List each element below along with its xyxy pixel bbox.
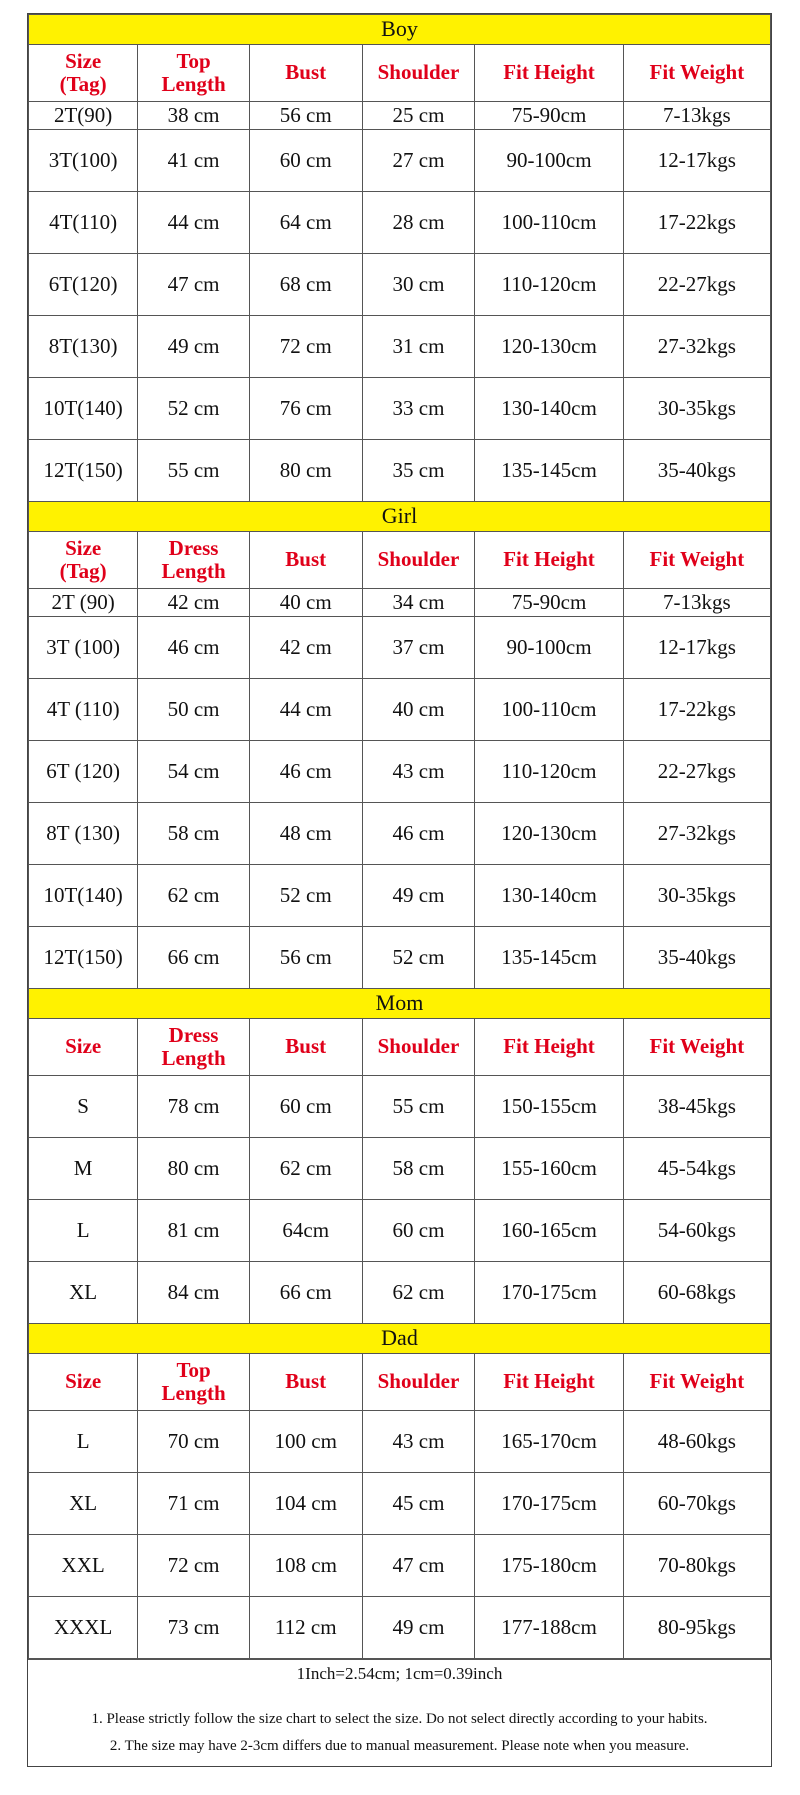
table-cell: XXXL xyxy=(29,1597,138,1659)
column-header: Bust xyxy=(249,532,362,589)
column-header: Fit Weight xyxy=(623,1354,770,1411)
table-cell: 17-22kgs xyxy=(623,679,770,741)
table-cell: 112 cm xyxy=(249,1597,362,1659)
table-cell: 100-110cm xyxy=(475,192,623,254)
table-cell: 34 cm xyxy=(362,589,475,617)
table-cell: 33 cm xyxy=(362,378,475,440)
table-cell: 81 cm xyxy=(138,1200,250,1262)
table-cell: 47 cm xyxy=(362,1535,475,1597)
table-row xyxy=(29,102,771,130)
table-cell: 31 cm xyxy=(362,316,475,378)
table-cell: 75-90cm xyxy=(475,589,623,617)
table-cell: M xyxy=(29,1138,138,1200)
table-row xyxy=(29,589,771,617)
table-cell: 2T (90) xyxy=(29,589,138,617)
column-header: Bust xyxy=(249,1019,362,1076)
table-cell: 6T(120) xyxy=(29,254,138,316)
section-header-dad xyxy=(29,1324,771,1354)
column-header: Fit Height xyxy=(475,45,623,102)
table-cell: 120-130cm xyxy=(475,803,623,865)
table-cell: 38 cm xyxy=(138,102,250,130)
table-cell: 75-90cm xyxy=(475,102,623,130)
table-row xyxy=(29,316,771,378)
table-cell: 100 cm xyxy=(249,1411,362,1473)
note-1: 1. Please strictly follow the size chart to select the size. Do not select directly according to your habits. xyxy=(91,1711,708,1727)
table-cell: 80 cm xyxy=(249,440,362,502)
section-header-girl xyxy=(29,502,771,532)
table-cell: 108 cm xyxy=(249,1535,362,1597)
table-cell: 45 cm xyxy=(362,1473,475,1535)
table-cell: 110-120cm xyxy=(475,741,623,803)
table-cell: S xyxy=(29,1076,138,1138)
table-cell: 62 cm xyxy=(362,1262,475,1324)
table-cell: 8T (130) xyxy=(29,803,138,865)
table-row xyxy=(29,130,771,192)
table-cell: 7-13kgs xyxy=(623,102,770,130)
table-cell: 22-27kgs xyxy=(623,741,770,803)
chart-footer xyxy=(28,1659,771,1766)
table-cell: 160-165cm xyxy=(475,1200,623,1262)
table-cell: XXL xyxy=(29,1535,138,1597)
section-title: Dad xyxy=(29,1324,771,1354)
table-cell: 48 cm xyxy=(249,803,362,865)
table-row xyxy=(29,1138,771,1200)
table-cell: 44 cm xyxy=(138,192,250,254)
table-cell: 62 cm xyxy=(249,1138,362,1200)
table-cell: 49 cm xyxy=(362,1597,475,1659)
table-cell: 104 cm xyxy=(249,1473,362,1535)
table-cell: 12T(150) xyxy=(29,440,138,502)
table-cell: 47 cm xyxy=(138,254,250,316)
column-header: Fit Height xyxy=(475,1354,623,1411)
column-header: Top Length xyxy=(138,1354,250,1411)
column-header: Top Length xyxy=(138,45,250,102)
table-cell: 72 cm xyxy=(138,1535,250,1597)
table-row xyxy=(29,254,771,316)
table-cell: 43 cm xyxy=(362,741,475,803)
table-cell: 48-60kgs xyxy=(623,1411,770,1473)
table-cell: 12-17kgs xyxy=(623,617,770,679)
table-cell: 155-160cm xyxy=(475,1138,623,1200)
section-title: Mom xyxy=(29,989,771,1019)
column-header: Shoulder xyxy=(362,1354,475,1411)
table-cell: 30-35kgs xyxy=(623,378,770,440)
table-cell: 46 cm xyxy=(138,617,250,679)
table-cell: 12T(150) xyxy=(29,927,138,989)
table-row xyxy=(29,1411,771,1473)
table-cell: L xyxy=(29,1200,138,1262)
column-header: Fit Weight xyxy=(623,45,770,102)
table-row xyxy=(29,440,771,502)
table-cell: 3T (100) xyxy=(29,617,138,679)
table-cell: 50 cm xyxy=(138,679,250,741)
column-header: Bust xyxy=(249,45,362,102)
table-row xyxy=(29,1473,771,1535)
table-cell: 55 cm xyxy=(138,440,250,502)
table-cell: 58 cm xyxy=(138,803,250,865)
table-row xyxy=(29,927,771,989)
section-title: Boy xyxy=(29,15,771,45)
table-cell: 6T (120) xyxy=(29,741,138,803)
table-cell: 10T(140) xyxy=(29,378,138,440)
table-cell: 58 cm xyxy=(362,1138,475,1200)
table-cell: 70-80kgs xyxy=(623,1535,770,1597)
table-cell: 64 cm xyxy=(249,192,362,254)
table-cell: 100-110cm xyxy=(475,679,623,741)
column-header: Shoulder xyxy=(362,1019,475,1076)
table-cell: 60 cm xyxy=(249,1076,362,1138)
table-cell: 35-40kgs xyxy=(623,440,770,502)
table-cell: 44 cm xyxy=(249,679,362,741)
table-cell: 28 cm xyxy=(362,192,475,254)
table-cell: 66 cm xyxy=(138,927,250,989)
table-cell: 52 cm xyxy=(362,927,475,989)
table-cell: 41 cm xyxy=(138,130,250,192)
table-row xyxy=(29,1597,771,1659)
table-cell: 17-22kgs xyxy=(623,192,770,254)
table-cell: 165-170cm xyxy=(475,1411,623,1473)
table-row xyxy=(29,378,771,440)
table-cell: 90-100cm xyxy=(475,130,623,192)
table-cell: 52 cm xyxy=(249,865,362,927)
table-cell: 70 cm xyxy=(138,1411,250,1473)
table-cell: 90-100cm xyxy=(475,617,623,679)
table-cell: 12-17kgs xyxy=(623,130,770,192)
table-cell: 175-180cm xyxy=(475,1535,623,1597)
table-cell: 135-145cm xyxy=(475,927,623,989)
section-title: Girl xyxy=(29,502,771,532)
table-cell: 170-175cm xyxy=(475,1473,623,1535)
table-row xyxy=(29,1200,771,1262)
table-cell: 35 cm xyxy=(362,440,475,502)
column-header: Size (Tag) xyxy=(29,532,138,589)
table-cell: 150-155cm xyxy=(475,1076,623,1138)
table-cell: 46 cm xyxy=(249,741,362,803)
table-row xyxy=(29,1262,771,1324)
column-header: Fit Weight xyxy=(623,1019,770,1076)
table-row xyxy=(29,192,771,254)
size-table xyxy=(28,14,771,1659)
table-cell: 7-13kgs xyxy=(623,589,770,617)
table-cell: 42 cm xyxy=(138,589,250,617)
table-cell: 38-45kgs xyxy=(623,1076,770,1138)
table-cell: XL xyxy=(29,1262,138,1324)
table-cell: 56 cm xyxy=(249,102,362,130)
table-cell: 3T(100) xyxy=(29,130,138,192)
table-cell: L xyxy=(29,1411,138,1473)
table-cell: 37 cm xyxy=(362,617,475,679)
column-header: Size xyxy=(29,1354,138,1411)
table-cell: 10T(140) xyxy=(29,865,138,927)
table-row xyxy=(29,865,771,927)
table-cell: 30 cm xyxy=(362,254,475,316)
table-row xyxy=(29,1535,771,1597)
table-cell: 177-188cm xyxy=(475,1597,623,1659)
table-cell: 60 cm xyxy=(249,130,362,192)
section-header-boy xyxy=(29,15,771,45)
section-header-mom xyxy=(29,989,771,1019)
table-cell: 73 cm xyxy=(138,1597,250,1659)
table-cell: 43 cm xyxy=(362,1411,475,1473)
column-header: Shoulder xyxy=(362,532,475,589)
column-header: Fit Height xyxy=(475,1019,623,1076)
unit-conversion: 1Inch=2.54cm; 1cm=0.39inch xyxy=(296,1664,503,1683)
table-cell: 66 cm xyxy=(249,1262,362,1324)
table-cell: XL xyxy=(29,1473,138,1535)
table-cell: 170-175cm xyxy=(475,1262,623,1324)
column-header-row xyxy=(29,1019,771,1076)
table-cell: 78 cm xyxy=(138,1076,250,1138)
table-row xyxy=(29,803,771,865)
note-2: 2. The size may have 2-3cm differs due to manual measurement. Please note when you measure. xyxy=(109,1738,690,1754)
table-cell: 80 cm xyxy=(138,1138,250,1200)
table-row xyxy=(29,617,771,679)
table-cell: 4T (110) xyxy=(29,679,138,741)
table-cell: 54-60kgs xyxy=(623,1200,770,1262)
column-header: Dress Length xyxy=(138,532,250,589)
table-cell: 27 cm xyxy=(362,130,475,192)
table-cell: 64cm xyxy=(249,1200,362,1262)
column-header: Shoulder xyxy=(362,45,475,102)
table-cell: 60-70kgs xyxy=(623,1473,770,1535)
table-cell: 35-40kgs xyxy=(623,927,770,989)
size-chart xyxy=(27,13,772,1767)
table-cell: 40 cm xyxy=(362,679,475,741)
table-cell: 52 cm xyxy=(138,378,250,440)
notes xyxy=(28,1698,771,1766)
table-cell: 2T(90) xyxy=(29,102,138,130)
table-cell: 62 cm xyxy=(138,865,250,927)
table-cell: 45-54kgs xyxy=(623,1138,770,1200)
table-cell: 76 cm xyxy=(249,378,362,440)
table-cell: 72 cm xyxy=(249,316,362,378)
table-cell: 8T(130) xyxy=(29,316,138,378)
table-cell: 27-32kgs xyxy=(623,803,770,865)
table-cell: 68 cm xyxy=(249,254,362,316)
table-cell: 49 cm xyxy=(362,865,475,927)
table-cell: 80-95kgs xyxy=(623,1597,770,1659)
column-header: Fit Weight xyxy=(623,532,770,589)
table-cell: 71 cm xyxy=(138,1473,250,1535)
table-cell: 42 cm xyxy=(249,617,362,679)
column-header-row xyxy=(29,45,771,102)
column-header-row xyxy=(29,532,771,589)
table-cell: 110-120cm xyxy=(475,254,623,316)
table-cell: 25 cm xyxy=(362,102,475,130)
table-cell: 55 cm xyxy=(362,1076,475,1138)
table-cell: 60-68kgs xyxy=(623,1262,770,1324)
column-header: Size xyxy=(29,1019,138,1076)
table-cell: 54 cm xyxy=(138,741,250,803)
table-cell: 49 cm xyxy=(138,316,250,378)
column-header: Bust xyxy=(249,1354,362,1411)
table-cell: 4T(110) xyxy=(29,192,138,254)
table-cell: 56 cm xyxy=(249,927,362,989)
table-cell: 84 cm xyxy=(138,1262,250,1324)
column-header: Size (Tag) xyxy=(29,45,138,102)
table-cell: 130-140cm xyxy=(475,865,623,927)
table-cell: 27-32kgs xyxy=(623,316,770,378)
table-cell: 135-145cm xyxy=(475,440,623,502)
table-cell: 120-130cm xyxy=(475,316,623,378)
column-header: Fit Height xyxy=(475,532,623,589)
table-cell: 22-27kgs xyxy=(623,254,770,316)
table-cell: 40 cm xyxy=(249,589,362,617)
table-cell: 130-140cm xyxy=(475,378,623,440)
table-cell: 46 cm xyxy=(362,803,475,865)
table-row xyxy=(29,679,771,741)
column-header: Dress Length xyxy=(138,1019,250,1076)
table-cell: 60 cm xyxy=(362,1200,475,1262)
table-row xyxy=(29,741,771,803)
table-row xyxy=(29,1076,771,1138)
table-cell: 30-35kgs xyxy=(623,865,770,927)
column-header-row xyxy=(29,1354,771,1411)
